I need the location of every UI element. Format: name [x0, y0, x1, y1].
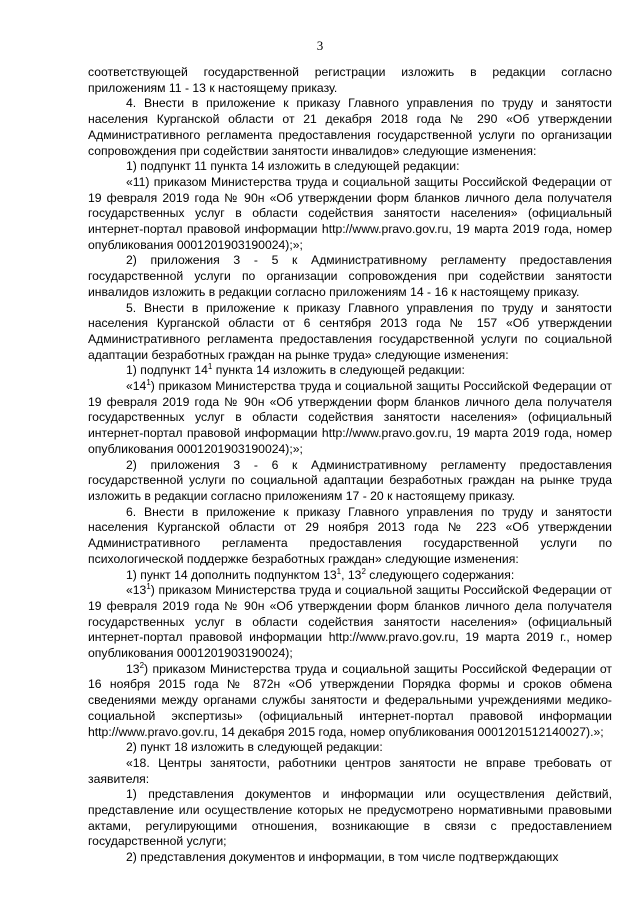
- text-run: 13: [126, 661, 140, 676]
- paragraph-p12: [88, 662, 612, 741]
- text-run: ) приказом Министерства труда и социальной защиты Российской Федерации от 19 февраля 2019 года № 90н «Об утверждении форм бланков личного дела получателя государственных услуг в области содействия занятости населения» (официальный интернет-портал правовой информации http://www.pravo.gov.ru, 19 марта 2019 года, номер опубликования 0001201903190024);»;: [88, 379, 612, 456]
- paragraph-p16: [88, 850, 612, 866]
- paragraph-p4: [88, 253, 612, 300]
- text-run: «18. Центры занятости, работники центров занятости не вправе требовать от заявителя:: [88, 755, 612, 786]
- paragraph-p13: [88, 740, 612, 756]
- superscript: 2: [139, 660, 145, 670]
- text-run: соответствующей государственной регистрации изложить в редакции согласно приложениям 11 - 13 к настоящему приказу.: [88, 65, 612, 95]
- text-run: ) приказом Министерства труда и социальной защиты Российской Федерации от 19 февраля 2019 года № 90н «Об утверждении форм бланков личного дела получателя государственных услуг в области содействия занятости населения» (официальный интернет-портал правовой информации http://www.pravo.gov.ru, 19 марта 2019 г., номер опубликования 0001201903190024);: [88, 583, 612, 661]
- text-run: 2) представления документов и информации, в том числе подтверждающих: [126, 850, 559, 865]
- paragraph-p15: [88, 787, 612, 850]
- superscript: 1: [146, 378, 151, 387]
- text-run: 1) пункт 14 дополнить подпунктом 13: [126, 567, 337, 582]
- paragraph-p14: [88, 756, 612, 787]
- text-run: 1) представления документов и информации или осуществления действий, представление или осуществление которых не предусмотрено нормативными правовыми актами, регулирующими отношения, возникающие в связи с предоставлением государственной услуги;: [88, 787, 612, 849]
- paragraph-p5: [88, 301, 612, 364]
- text-run: 2) приложения 3 - 6 к Административному регламенту предоставления государственной услуги по социальной адаптации безработных граждан на рынке труда изложить в редакции согласно приложениям 17 - 20 к настоящему приказу.: [88, 457, 612, 503]
- text-run: 2) пункт 18 изложить в следующей редакции:: [126, 740, 383, 755]
- paragraph-p3: [88, 175, 612, 254]
- superscript: 2: [361, 566, 366, 576]
- text-run: 2) приложения 3 - 5 к Административному регламенту предоставления государственной услуги по организации сопровождения при содействии занятости инвалидов изложить в редакции согласно приложениям 14 - 16 к настоящему приказу.: [88, 253, 612, 299]
- superscript: 1: [146, 582, 151, 592]
- paragraph-p7: [88, 379, 612, 458]
- paragraph-p1: [88, 96, 612, 159]
- text-run: , 13: [341, 567, 362, 582]
- document-body: [88, 65, 612, 866]
- text-run: следующего содержания:: [365, 567, 515, 582]
- paragraph-p8: [88, 458, 612, 505]
- superscript: 1: [336, 566, 342, 576]
- text-run: ) приказом Министерства труда и социальной защиты Российской Федерации от 16 ноября 2015 года № 872н «Об утверждении Порядка формы и сроков обмена сведениями между органами службы занятости и федеральными учреждениями медико-социальной экспертизы» (официальный интернет-портал правовой информации http://www.pravo.gov.ru, 14 декабря 2015 года, номер опубликования 0001201512140027).»;: [88, 661, 612, 739]
- superscript: 1: [207, 362, 213, 372]
- text-run: 6. Внести в приложение к приказу Главного управления по труду и занятости населения Курганской области от 29 ноября 2013 года № 223 «Об утверждении Административного регламента предоставления государственной услуги по психологической поддержке безработных граждан» следующие изменения:: [88, 504, 612, 566]
- text-run: пункта 14 изложить в следующей редакции:: [212, 363, 465, 378]
- text-run: «14: [126, 379, 147, 394]
- text-run: 4. Внести в приложение к приказу Главного управления по труду и занятости населения Курганской области от 21 декабря 2018 года № 290 «Об утверждении Административного регламента предоставления государственной услуги по организации сопровождения при содействии занятости инвалидов» следующие изменения:: [88, 96, 612, 158]
- paragraph-p6: [88, 363, 612, 379]
- paragraph-p0: [88, 65, 612, 96]
- text-run: «11) приказом Министерства труда и социальной защиты Российской Федерации от 19 февраля 2019 года № 90н «Об утверждении форм бланков личного дела получателя государственных услуг в области содействия занятости населения» (официальный интернет-портал правовой информации http://www.pravo.gov.ru, 19 марта 2019 года, номер опубликования 0001201903190024);»;: [88, 174, 612, 252]
- paragraph-p11: [88, 583, 612, 662]
- paragraph-p10: [88, 568, 612, 584]
- text-run: «13: [126, 583, 147, 598]
- text-run: 1) подпункт 14: [126, 363, 208, 378]
- text-run: 5. Внести в приложение к приказу Главного управления по труду и занятости населения Курганской области от 6 сентября 2013 года № 157 «Об утверждении Административного регламента предоставления государственной услуги по социальной адаптации безработных граждан на рынке труда» следующие изменения:: [88, 300, 612, 362]
- paragraph-p2: [88, 159, 612, 175]
- text-run: 1) подпункт 11 пункта 14 изложить в следующей редакции:: [126, 159, 460, 174]
- paragraph-p9: [88, 505, 612, 568]
- page-number: 3: [316, 38, 324, 53]
